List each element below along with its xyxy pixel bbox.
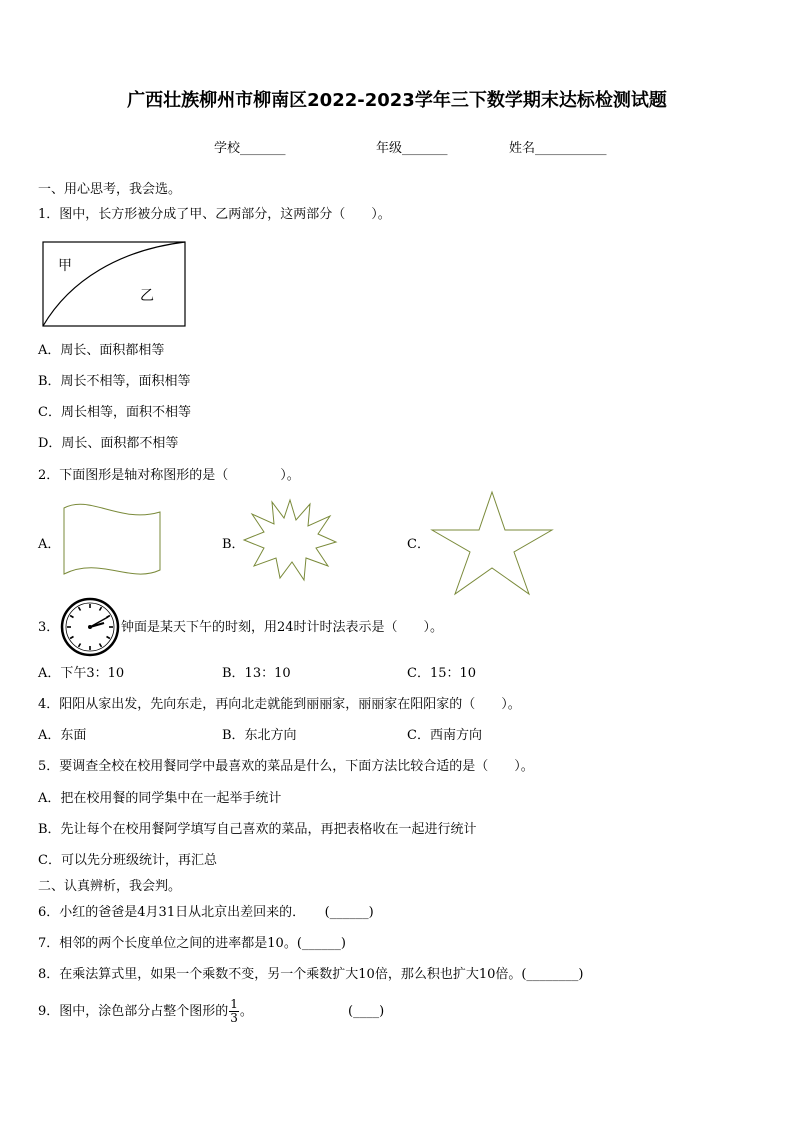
figure-label-jia: 甲: [58, 258, 72, 274]
question-3-option-c[interactable]: C．15：10: [407, 666, 477, 681]
question-2-stem: 2．下面图形是轴对称图形的是（ ）。: [38, 468, 300, 483]
name-field[interactable]: [509, 141, 607, 157]
question-2-option-c[interactable]: C．: [407, 537, 430, 552]
question-5-option-a[interactable]: A．把在校用餐的同学集中在一起举手统计: [38, 791, 282, 806]
question-1-option-c[interactable]: C．周长相等，面积不相等: [38, 405, 191, 420]
question-2-option-b[interactable]: B．: [222, 537, 245, 552]
fraction-numerator: 1: [230, 997, 238, 1011]
name-label: 姓名: [509, 141, 536, 156]
name-blank: ___________: [535, 141, 607, 156]
question-3-option-b[interactable]: B．13：10: [222, 666, 291, 681]
question-3-number: 3．: [38, 620, 60, 635]
document-title: 广西壮族柳州市柳南区2022-2023学年三下数学期末达标检测试题: [127, 90, 667, 111]
question-9-tail: 。: [239, 1004, 253, 1019]
fraction-one-third: [229, 998, 239, 1025]
question-1-option-d[interactable]: D．周长、面积都不相等: [38, 436, 179, 451]
figure-label-yi: 乙: [140, 288, 154, 304]
fraction-denominator: 3: [230, 1011, 238, 1025]
section-2-heading: 二、认真辨析，我会判。: [38, 879, 182, 894]
grade-label: 年级: [376, 141, 403, 156]
star-shape-icon: [430, 490, 554, 598]
question-3-option-a[interactable]: A．下午3：10: [38, 666, 125, 681]
flag-shape-icon: [60, 500, 164, 580]
section-1-heading: 一、用心思考，我会选。: [38, 182, 182, 197]
question-1-stem: 1．图中，长方形被分成了甲、乙两部分，这两部分（ ）。: [38, 207, 391, 222]
question-4-option-c[interactable]: C．西南方向: [407, 728, 482, 743]
question-4-option-a[interactable]: A．东面: [38, 728, 87, 743]
starburst-shape-icon: [242, 498, 338, 582]
question-9-stem: 9．图中，涂色部分占整个图形的: [38, 1004, 229, 1019]
question-3-stem: 钟面是某天下午的时刻，用24时计时法表示是（ ）。: [121, 620, 444, 635]
question-2-option-a[interactable]: A．: [38, 537, 61, 552]
school-blank: _______: [240, 141, 286, 156]
question-1-option-a[interactable]: A．周长、面积都相等: [38, 343, 165, 358]
grade-field[interactable]: [376, 141, 448, 157]
question-4-stem: 4．阳阳从家出发，先向东走，再向北走就能到丽丽家，丽丽家在阳阳家的（ ）。: [38, 697, 521, 712]
clock-icon: [60, 597, 120, 657]
question-8[interactable]: 8．在乘法算式里，如果一个乘数不变，另一个乘数扩大10倍，那么积也扩大10倍。(________): [38, 967, 584, 982]
question-9: [38, 998, 253, 1025]
school-label: 学校: [214, 141, 241, 156]
school-field[interactable]: [214, 141, 286, 157]
question-1-figure: [40, 240, 190, 330]
question-1-option-b[interactable]: B．周长不相等，面积相等: [38, 374, 191, 389]
question-7[interactable]: 7．相邻的两个长度单位之间的进率都是10。(______): [38, 936, 346, 951]
question-6[interactable]: 6．小红的爸爸是4月31日从北京出差回来的． (______): [38, 905, 374, 920]
question-5-stem: 5．要调查全校在校用餐同学中最喜欢的菜品是什么，下面方法比较合适的是（ ）。: [38, 759, 534, 774]
question-5-option-c[interactable]: C．可以先分班级统计，再汇总: [38, 853, 217, 868]
question-4-option-b[interactable]: B．东北方向: [222, 728, 297, 743]
question-5-option-b[interactable]: B．先让每个在校用餐阿学填写自己喜欢的菜品，再把表格收在一起进行统计: [38, 822, 477, 837]
question-9-answer-blank[interactable]: (____): [348, 1004, 385, 1019]
grade-blank: _______: [402, 141, 448, 156]
